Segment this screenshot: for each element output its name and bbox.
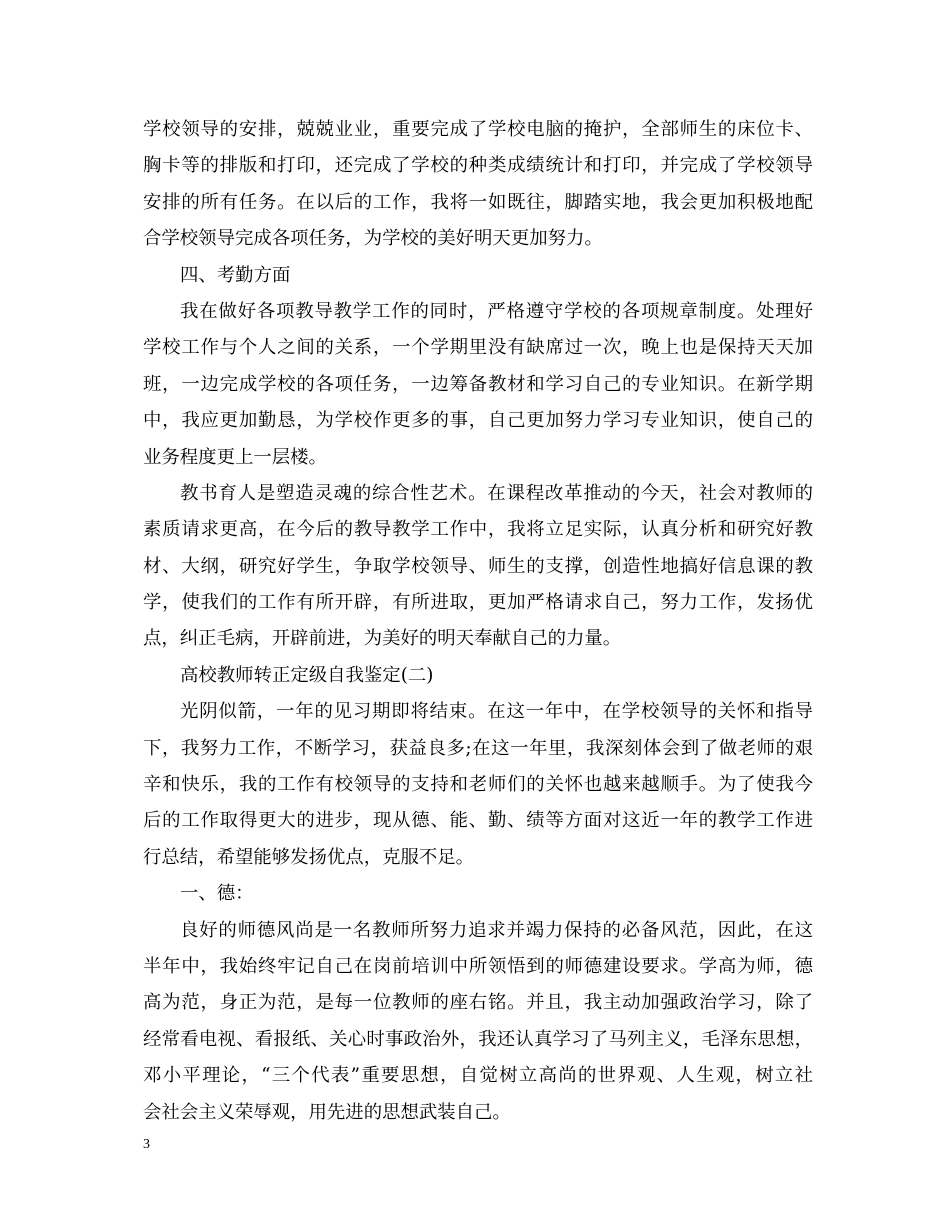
- paragraph: [143, 294, 813, 476]
- paragraph: [143, 476, 813, 658]
- text-line: 辛和快乐，我的工作有校领导的支持和老师们的关怀也越来越顺手。为了使我今: [143, 774, 813, 796]
- text-line: 胸卡等的排版和打印，还完成了学校的种类成绩统计和打印，并完成了学校领导: [143, 155, 813, 177]
- text-line: 学，使我们的工作有所开辟，有所进取，更加严格请求自己，努力工作，发扬优: [143, 592, 813, 614]
- text-line: 中，我应更加勤恳，为学校作更多的事，自己更加努力学习专业知识，使自己的: [143, 410, 813, 432]
- text-line: 邓小平理论，“三个代表”重要思想，自觉树立高尚的世界观、人生观，树立社: [143, 1065, 813, 1087]
- section-heading: [143, 658, 813, 694]
- paragraph: [143, 913, 813, 1131]
- text-line: 班，一边完成学校的各项任务，一边筹备教材和学习自己的专业知识。在新学期: [143, 373, 813, 395]
- page-number: 3: [143, 1137, 150, 1152]
- text-line: 光阴似箭，一年的见习期即将结束。在这一年中，在学校领导的关怀和指导: [180, 701, 813, 723]
- heading-text: 高校教师转正定级自我鉴定(二): [180, 664, 434, 686]
- text-line: 点，纠正毛病，开辟前进，为美好的明天奉献自己的力量。: [143, 628, 622, 650]
- text-line: 高为范，身正为范，是每一位教师的座右铭。并且，我主动加强政治学习，除了: [143, 992, 813, 1014]
- text-line: 后的工作取得更大的进步，现从德、能、勤、绩等方面对这近一年的教学工作进: [143, 810, 813, 832]
- text-line: 半年中，我始终牢记自己在岗前培训中所领悟到的师德建设要求。学高为师，德: [143, 955, 813, 977]
- text-line: 安排的所有任务。在以后的工作，我将一如既往，脚踏实地，我会更加积极地配: [143, 191, 813, 213]
- text-line: 素质请求更高，在今后的教导教学工作中，我将立足实际，认真分析和研究好教: [143, 519, 813, 541]
- text-line: 会社会主义荣辱观，用先进的思想武装自己。: [143, 1101, 511, 1123]
- text-line: 良好的师德风尚是一名教师所努力追求并竭力保持的必备风范，因此，在这: [180, 919, 813, 941]
- section-heading: [143, 258, 813, 294]
- heading-text: 四、考勤方面: [180, 264, 291, 286]
- text-line: 我在做好各项教导教学工作的同时，严格遵守学校的各项规章制度。处理好: [180, 300, 813, 322]
- paragraph: [143, 112, 813, 258]
- paragraph: [143, 694, 813, 876]
- document-body: [143, 112, 813, 1131]
- text-line: 行总结，希望能够发扬优点，克服不足。: [143, 846, 475, 868]
- text-line: 学校工作与个人之间的关系，一个学期里没有缺席过一次，晚上也是保持天天加: [143, 337, 813, 359]
- text-line: 材、大纲，研究好学生，争取学校领导、师生的支撑，创造性地搞好信息课的教: [143, 555, 813, 577]
- heading-text: 一、德：: [180, 883, 254, 905]
- text-line: 下，我努力工作，不断学习，获益良多;在这一年里，我深刻体会到了做老师的艰: [143, 737, 813, 759]
- section-heading: [143, 876, 813, 912]
- text-line: 教书育人是塑造灵魂的综合性艺术。在课程改革推动的今天，社会对教师的: [180, 482, 813, 504]
- text-line: 学校领导的安排，兢兢业业，重要完成了学校电脑的掩护，全部师生的床位卡、: [143, 119, 813, 140]
- text-line: 经常看电视、看报纸、关心时事政治外，我还认真学习了马列主义，毛泽东思想，: [143, 1028, 813, 1050]
- text-line: 业务程度更上一层楼。: [143, 446, 327, 468]
- text-line: 合学校领导完成各项任务，为学校的美好明天更加努力。: [143, 228, 603, 250]
